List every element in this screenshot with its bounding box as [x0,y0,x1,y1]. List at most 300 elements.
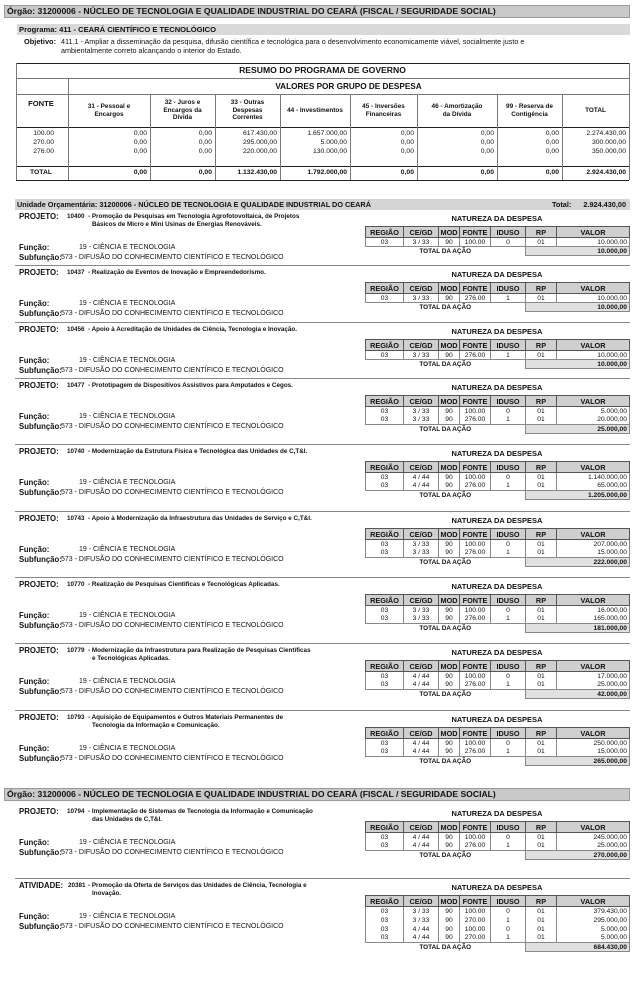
resumo-cell: 0,00 [480,130,494,137]
project-kind-label: PROJETO: [19,713,59,722]
natureza-row [366,925,630,934]
project-title-line: Inovação. [92,889,122,897]
unidade-total-label: Total: [552,200,572,209]
total-acao-label: TOTAL DA AÇÃO [366,943,526,952]
natureza-row [366,934,630,943]
natureza-column-header: FONTE [460,896,491,907]
natureza-cell: 03 [366,842,404,851]
project-separator [15,577,630,578]
total-acao-row [366,303,630,312]
natureza-cell: 03 [366,351,404,360]
natureza-column-header: FONTE [460,529,491,540]
natureza-cell: 1 [491,681,526,690]
project-title-line: - Promoção de Pesquisas em Tecnologia Agrofotovoltaica, de Projetos [88,213,300,220]
programa-title: Programa: 411 - CEARÁ CIENTÍFICO E TECNOLÓGICO [17,24,630,35]
natureza-cell: 0 [491,925,526,934]
project-title-line: - Realização de Eventos de Inovação e Empreendedorismo. [88,269,266,276]
natureza-cell: 276.00 [460,416,491,425]
natureza-cell: 207.000,00 [557,540,630,549]
natureza-cell: 100.00 [460,907,491,916]
natureza-row [366,748,630,757]
natureza-column-header: REGIÃO [366,661,404,672]
natureza-column-header: IDUSO [491,896,526,907]
natureza-column-header: REGIÃO [366,462,404,473]
natureza-column-header: CE/GD [404,396,439,407]
natureza-title: NATUREZA DA DESPESA [451,715,543,724]
funcao-label: Função: [19,356,50,365]
natureza-cell: 276.00 [460,615,491,624]
project-code: 10794 [67,808,85,815]
funcao-value: 19 - CIÊNCIA E TECNOLOGIA [79,357,176,364]
natureza-column-header: REGIÃO [366,283,404,294]
total-acao-label: TOTAL DA AÇÃO [366,690,526,699]
natureza-column-header: REGIÃO [366,822,404,833]
natureza-column-header: REGIÃO [366,340,404,351]
natureza-column-header: CE/GD [404,227,439,238]
natureza-cell: 3 / 33 [404,294,439,303]
natureza-column-header: MOD [440,283,458,293]
natureza-cell: 90 [439,916,460,925]
funcao-value: 19 - CIÊNCIA E TECNOLOGIA [79,479,176,486]
natureza-cell: 01 [526,540,557,549]
project-code: 20381 [68,882,86,889]
total-acao-row [366,558,630,567]
natureza-cell: 3 / 33 [404,238,439,247]
natureza-cell: 03 [366,615,404,624]
project-code: 10779 [67,647,85,654]
natureza-row [366,407,630,416]
natureza-cell: 3 / 33 [404,916,439,925]
resumo-column-header-line: 99 - Reserva de [506,103,553,110]
funcao-label: Função: [19,545,50,554]
natureza-cell: 90 [439,907,460,916]
natureza-cell: 03 [366,748,404,757]
fonte-header: FONTE [28,99,54,108]
total-acao-value: 10.000,00 [557,303,630,312]
natureza-title: NATUREZA DA DESPESA [451,648,543,657]
natureza-column-header: RP [526,283,557,294]
natureza-cell: 4 / 44 [404,842,439,851]
natureza-row [366,416,630,425]
natureza-cell: 90 [439,482,460,491]
funcao-label: Função: [19,744,50,753]
natureza-cell: 1.140.000,00 [557,473,630,482]
natureza-cell: 3 / 33 [404,907,439,916]
subfuncao-value: 573 - DIFUSÃO DO CONHECIMENTO CIENTÍFICO E TECNOLÓGICO [61,755,284,762]
total-acao-row [366,491,630,500]
natureza-cell: 90 [439,407,460,416]
total-acao-value: 181.000,00 [557,624,630,633]
resumo-column-header-line: Encargos [94,110,124,118]
project-code: 10400 [67,213,85,220]
total-acao-row [366,425,630,434]
resumo-cell: 0,00 [198,139,212,146]
natureza-column-header: VALOR [557,396,630,407]
natureza-cell: 03 [366,294,404,303]
natureza-cell: 01 [526,739,557,748]
natureza-column-header: MOD [440,661,458,671]
natureza-column-header: CE/GD [404,728,439,739]
natureza-cell: 90 [439,739,460,748]
natureza-column-header: FONTE [460,822,491,833]
natureza-column-header: MOD [440,227,458,237]
natureza-column-header: REGIÃO [366,595,404,606]
natureza-cell: 1 [491,615,526,624]
natureza-cell: 3 / 33 [404,351,439,360]
natureza-cell: 90 [439,842,460,851]
project-kind-label: ATIVIDADE: [19,881,64,890]
total-acao-spacer [526,757,557,766]
project-title-line: - Modernização da Infraestrutura para Realização de Pesquisas Científicas [88,647,311,654]
natureza-column-header: VALOR [557,728,630,739]
natureza-cell: 01 [526,473,557,482]
natureza-column-header: RP [526,340,557,351]
natureza-cell: 01 [526,351,557,360]
natureza-cell: 03 [366,916,404,925]
resumo-column-header-line: 31 - Pessoal e [87,103,131,110]
natureza-cell: 90 [439,748,460,757]
funcao-value: 19 - CIÊNCIA E TECNOLOGIA [79,913,176,920]
natureza-cell: 90 [439,615,460,624]
resumo-cell: 0,00 [133,130,147,137]
subfuncao-label: Subfunção: [19,922,62,931]
resumo-cell: 0,00 [400,130,414,137]
natureza-cell: 01 [526,615,557,624]
project-kind-label: PROJETO: [19,580,59,589]
resumo-cell: 0,00 [133,148,147,155]
project-kind-label: PROJETO: [19,514,59,523]
natureza-table [365,339,630,369]
natureza-row [366,672,630,681]
total-acao-spacer [526,943,557,952]
natureza-table [365,821,630,860]
natureza-row [366,842,630,851]
total-acao-label: TOTAL DA AÇÃO [366,851,526,860]
subfuncao-value: 573 - DIFUSÃO DO CONHECIMENTO CIENTÍFICO E TECNOLÓGICO [61,489,284,496]
natureza-column-header: REGIÃO [366,227,404,238]
natureza-cell: 90 [439,925,460,934]
natureza-column-header: REGIÃO [366,896,404,907]
natureza-column-header: FONTE [460,227,491,238]
natureza-column-header: MOD [440,396,458,406]
total-acao-row [366,360,630,369]
orgao-header: Órgão: 31200006 - NÚCLEO DE TECNOLOGIA E QUALIDADE INDUSTRIAL DO CEARÁ (FISCAL / SEGURIDADE SOCIAL) [4,5,630,18]
natureza-column-header: FONTE [460,595,491,606]
resumo-cell: 0,00 [133,139,147,146]
total-acao-row [366,624,630,633]
resumo-total-cell: 0,00 [545,169,559,176]
natureza-cell: 03 [366,907,404,916]
natureza-cell: 4 / 44 [404,482,439,491]
total-acao-label: TOTAL DA AÇÃO [366,303,526,312]
natureza-column-header: FONTE [460,340,491,351]
resumo-cell: 0,00 [480,139,494,146]
project-code: 10770 [67,581,85,588]
project-kind-label: PROJETO: [19,212,59,221]
natureza-cell: 1 [491,351,526,360]
natureza-row [366,606,630,615]
resumo-grid-line [629,63,630,180]
natureza-table [365,528,630,567]
resumo-column-header-line: 45 - Inversões [362,103,405,110]
natureza-cell: 1 [491,748,526,757]
natureza-column-header: FONTE [460,396,491,407]
project-title-line: - Modernização da Estrutura Física e Tecnológica das Unidades de C,T&I. [88,448,308,455]
project-title-line: - Realização de Pesquisas Científicas e Tecnológicas Aplicadas. [88,581,280,588]
natureza-column-header: MOD [440,896,458,906]
natureza-cell: 3 / 33 [404,407,439,416]
natureza-cell: 01 [526,916,557,925]
natureza-cell: 0 [491,739,526,748]
project-title-line: Básicos de Micro e Mini Usinas de Energias Renováveis. [92,220,262,228]
natureza-cell: 245.000,00 [557,833,630,842]
natureza-cell: 17.000,00 [557,672,630,681]
resumo-column-header-line: 32 - Juros e [164,99,201,107]
total-acao-label: TOTAL DA AÇÃO [366,360,526,369]
natureza-cell: 01 [526,294,557,303]
resumo-column-header [350,103,417,118]
natureza-cell: 100.00 [460,925,491,934]
resumo-cell: 270.00 [33,139,54,146]
natureza-cell: 01 [526,672,557,681]
resumo-cell: 100.00 [33,130,54,137]
natureza-cell: 03 [366,925,404,934]
resumo-total-cell: 0,00 [198,169,212,176]
subfuncao-label: Subfunção: [19,253,62,262]
total-acao-row [366,851,630,860]
resumo-cell: 130.000,00 [312,148,347,155]
total-acao-label: TOTAL DA AÇÃO [366,624,526,633]
natureza-column-header: CE/GD [404,462,439,473]
unidade-label: Unidade Orçamentária: 31200006 - NÚCLEO DE TECNOLOGIA E QUALIDADE INDUSTRIAL DO CEARÁ [17,200,371,209]
total-acao-value: 222.000,00 [557,558,630,567]
total-acao-label: TOTAL DA AÇÃO [366,558,526,567]
natureza-cell: 03 [366,672,404,681]
natureza-cell: 01 [526,842,557,851]
natureza-column-header: RP [526,462,557,473]
natureza-cell: 90 [439,934,460,943]
project-code: 10740 [67,448,85,455]
natureza-cell: 100.00 [460,606,491,615]
resumo-cell: 0,00 [400,139,414,146]
natureza-column-header: REGIÃO [366,529,404,540]
natureza-row [366,907,630,916]
natureza-row [366,482,630,491]
natureza-column-header: IDUSO [491,728,526,739]
natureza-cell: 90 [439,606,460,615]
natureza-row [366,473,630,482]
total-acao-row [366,943,630,952]
natureza-cell: 100.00 [460,407,491,416]
total-acao-spacer [526,491,557,500]
total-acao-value: 25.000,00 [557,425,630,434]
total-acao-value: 42.000,00 [557,690,630,699]
funcao-label: Função: [19,677,50,686]
resumo-column-header [280,107,350,115]
subfuncao-label: Subfunção: [19,488,62,497]
natureza-column-header: CE/GD [404,822,439,833]
natureza-row [366,681,630,690]
funcao-value: 19 - CIÊNCIA E TECNOLOGIA [79,839,176,846]
natureza-cell: 90 [439,238,460,247]
natureza-column-header: MOD [440,340,458,350]
resumo-cell: 617.430,00 [242,130,277,137]
natureza-row [366,351,630,360]
natureza-cell: 90 [439,833,460,842]
natureza-cell: 276.00 [460,842,491,851]
natureza-cell: 0 [491,540,526,549]
natureza-column-header: RP [526,595,557,606]
natureza-column-header: IDUSO [491,822,526,833]
natureza-column-header: RP [526,661,557,672]
natureza-cell: 276.00 [460,748,491,757]
project-title-line: - Aquisição de Equipamentos e Outros Materiais Permanentes de [88,714,284,721]
resumo-cell: 2.274.430,00 [586,130,626,137]
natureza-cell: 03 [366,473,404,482]
natureza-column-header: VALOR [557,661,630,672]
natureza-column-header: RP [526,822,557,833]
funcao-label: Função: [19,611,50,620]
natureza-row [366,916,630,925]
total-acao-row [366,690,630,699]
funcao-value: 19 - CIÊNCIA E TECNOLOGIA [79,612,176,619]
total-acao-label: TOTAL DA AÇÃO [366,757,526,766]
subfuncao-label: Subfunção: [19,754,62,763]
subfuncao-label: Subfunção: [19,848,62,857]
subfuncao-label: Subfunção: [19,621,62,630]
natureza-column-header: VALOR [557,227,630,238]
resumo-cell: 0,00 [198,148,212,155]
resumo-column-header-line: Encargos da [163,106,202,114]
resumo-total-cell: 1.792.000,00 [307,169,347,176]
subfuncao-value: 573 - DIFUSÃO DO CONHECIMENTO CIENTÍFICO E TECNOLÓGICO [61,622,284,629]
total-acao-value: 1.205.000,00 [557,491,630,500]
resumo-cell: 1.657.000,00 [307,130,347,137]
natureza-cell: 1 [491,482,526,491]
funcao-value: 19 - CIÊNCIA E TECNOLOGIA [79,244,176,251]
funcao-value: 19 - CIÊNCIA E TECNOLOGIA [79,413,176,420]
natureza-title: NATUREZA DA DESPESA [451,516,543,525]
natureza-cell: 250.000,00 [557,739,630,748]
natureza-cell: 1 [491,294,526,303]
project-code: 10437 [67,269,85,276]
natureza-cell: 03 [366,540,404,549]
natureza-cell: 10.000,00 [557,294,630,303]
objetivo-text-2: ambientalmente correto alcançando o interior do Estado. [61,46,242,55]
resumo-cell: 0,00 [545,139,559,146]
subfuncao-label: Subfunção: [19,366,62,375]
funcao-value: 19 - CIÊNCIA E TECNOLOGIA [79,678,176,685]
natureza-cell: 0 [491,907,526,916]
resumo-column-header-line: Despesas [232,106,263,114]
natureza-cell: 1 [491,842,526,851]
natureza-cell: 276.00 [460,294,491,303]
resumo-column-header-line: TOTAL [585,106,606,114]
natureza-table [365,282,630,312]
natureza-cell: 276.00 [460,549,491,558]
natureza-cell: 4 / 44 [404,925,439,934]
natureza-cell: 100.00 [460,473,491,482]
total-acao-spacer [526,690,557,699]
natureza-title: NATUREZA DA DESPESA [451,270,543,279]
natureza-cell: 4 / 44 [404,934,439,943]
natureza-cell: 65.000,00 [557,482,630,491]
natureza-row [366,739,630,748]
funcao-label: Função: [19,299,50,308]
natureza-cell: 165.000,00 [557,615,630,624]
natureza-cell: 01 [526,482,557,491]
natureza-column-header: IDUSO [491,462,526,473]
natureza-cell: 0 [491,407,526,416]
natureza-title: NATUREZA DA DESPESA [451,809,543,818]
natureza-table [365,895,630,952]
project-title-line: - Promoção da Oferta de Serviços das Unidades de Ciência, Tecnologia e [88,882,307,889]
natureza-column-header: CE/GD [404,896,439,907]
resumo-column-header [562,107,629,115]
natureza-column-header: VALOR [557,283,630,294]
natureza-cell: 03 [366,482,404,491]
project-code: 10477 [67,382,85,389]
natureza-column-header: FONTE [460,462,491,473]
funcao-label: Função: [19,243,50,252]
resumo-cell: 220.000,00 [242,148,277,155]
natureza-column-header: IDUSO [491,396,526,407]
funcao-label: Função: [19,838,50,847]
resumo-cell: 350.000,00 [591,148,626,155]
resumo-grid-line [68,78,69,180]
natureza-cell: 90 [439,681,460,690]
resumo-cell: 0,00 [545,148,559,155]
natureza-column-header: FONTE [460,283,491,294]
natureza-cell: 03 [366,407,404,416]
natureza-title: NATUREZA DA DESPESA [451,582,543,591]
natureza-column-header: RP [526,396,557,407]
natureza-cell: 10.000,00 [557,351,630,360]
resumo-column-header-line: Contigência [511,110,548,118]
funcao-label: Função: [19,478,50,487]
funcao-value: 19 - CIÊNCIA E TECNOLOGIA [79,745,176,752]
project-title-line: - Apoio à Acreditação de Unidades de Ciência, Tecnologia e Inovação. [88,326,298,333]
natureza-cell: 3 / 33 [404,615,439,624]
natureza-column-header: VALOR [557,462,630,473]
resumo-column-header-line: 46 - Amortização [431,103,483,110]
project-title-line: - Prototipagem de Dispositivos Assistivos para Amputados e Cegos. [88,382,293,389]
natureza-row [366,833,630,842]
total-acao-label: TOTAL DA AÇÃO [366,247,526,256]
subfuncao-value: 573 - DIFUSÃO DO CONHECIMENTO CIENTÍFICO E TECNOLÓGICO [61,849,284,856]
natureza-cell: 01 [526,925,557,934]
natureza-column-header: REGIÃO [366,396,404,407]
natureza-column-header: CE/GD [404,595,439,606]
natureza-cell: 01 [526,407,557,416]
project-code: 10793 [67,714,85,721]
natureza-cell: 90 [439,540,460,549]
natureza-cell: 1 [491,549,526,558]
resumo-column-header [497,103,562,118]
resumo-cell: 0,00 [480,148,494,155]
natureza-cell: 100.00 [460,540,491,549]
total-acao-row [366,247,630,256]
resumo-cell: 5.000,00 [320,139,347,146]
natureza-cell: 03 [366,606,404,615]
project-separator [15,378,630,379]
subfuncao-value: 573 - DIFUSÃO DO CONHECIMENTO CIENTÍFICO E TECNOLÓGICO [61,688,284,695]
natureza-cell: 295.000,00 [557,916,630,925]
natureza-cell: 03 [366,681,404,690]
natureza-cell: 5.000,00 [557,925,630,934]
natureza-cell: 3 / 33 [404,549,439,558]
natureza-cell: 01 [526,606,557,615]
